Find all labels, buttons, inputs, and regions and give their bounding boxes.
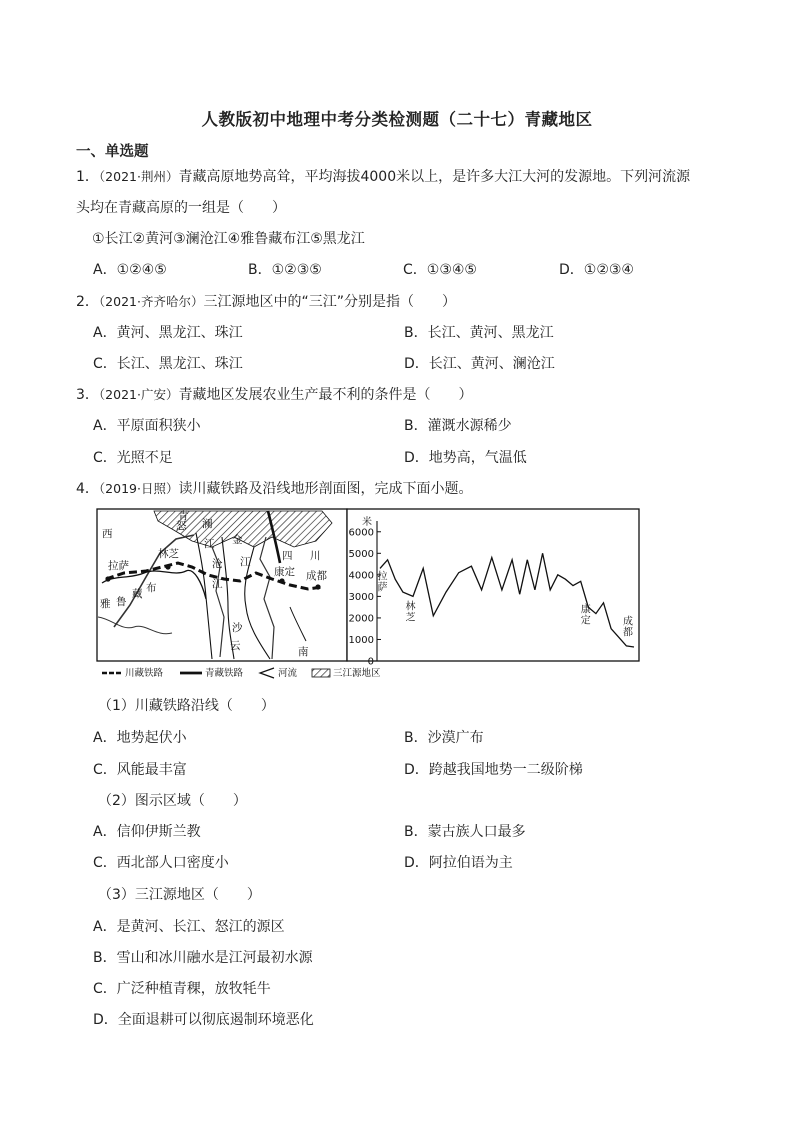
q3-option-b[interactable]: B．灌溉水源稀少 xyxy=(404,418,512,434)
sub1-option-a[interactable]: A．地势起伏小 xyxy=(93,730,187,746)
legend-river-label: 河流 xyxy=(278,668,298,679)
y-tick-label: 1000 xyxy=(348,634,374,646)
q3-source: （2021·广安） xyxy=(98,387,179,402)
map-label-cang: 沧 xyxy=(212,558,223,570)
map-label-jiang1: 江 xyxy=(204,538,215,550)
q3-number: 3． xyxy=(76,387,99,403)
map-label-xi: 西 xyxy=(102,528,113,540)
kangding-marker xyxy=(279,578,284,583)
map-label-chuan: 川 xyxy=(310,550,321,562)
sub1-stem: （1）川藏铁路沿线（ ） xyxy=(98,698,275,714)
sub1-option-b[interactable]: B．沙漠广布 xyxy=(404,730,484,746)
map-label-lu: 鲁 xyxy=(116,596,127,608)
map-label-zang: 藏 xyxy=(132,588,143,600)
map-label-nu: 怒 xyxy=(176,520,187,532)
profile-point-label: 康定 xyxy=(580,604,591,627)
q4-text: 读川藏铁路及沿线地形剖面图，完成下面小题。 xyxy=(178,481,473,497)
q3-option-c[interactable]: C．光照不足 xyxy=(93,450,173,466)
q3-option-d[interactable]: D．地势高，气温低 xyxy=(404,450,527,466)
q4-line xyxy=(76,478,472,498)
sub1-option-d[interactable]: D．跨越我国地势一二级阶梯 xyxy=(404,762,583,778)
profile-ylabel: 米 xyxy=(362,517,372,528)
sub3-option-d[interactable]: D．全面退耕可以彻底遏制环境恶化 xyxy=(93,1012,314,1028)
profile-point-label: 拉萨 xyxy=(377,571,388,594)
q2-line xyxy=(76,291,456,311)
section-heading: 一、单选题 xyxy=(76,144,149,160)
q1-text-line2: 头均在青藏高原的一组是（ ） xyxy=(76,200,286,216)
q1-text-line1: 青藏高原地势高耸，平均海拔4000米以上，是许多大江大河的发源地。下列河流源 xyxy=(178,169,691,185)
map-label-ya: 雅 xyxy=(100,598,111,610)
sub3-stem: （3）三江源地区（ ） xyxy=(98,887,261,903)
q1-option-a[interactable]: A．①②④⑤ xyxy=(93,262,167,278)
profile-frame xyxy=(347,509,639,661)
map-label-chengdu: 成都 xyxy=(306,570,327,582)
map-label-lasa: 拉萨 xyxy=(108,560,129,572)
q4-source: （2019·日照） xyxy=(98,481,179,496)
legend-river-swatch xyxy=(260,668,274,678)
map-label-yun: 云 xyxy=(230,640,241,652)
q3-text: 青藏地区发展农业生产最不利的条件是（ ） xyxy=(178,387,473,403)
linzhi-marker xyxy=(165,564,170,569)
y-tick-label: 3000 xyxy=(348,591,374,603)
map-label-jiang2: 江 xyxy=(212,578,223,590)
sub2-stem: （2）图示区域（ ） xyxy=(98,793,247,809)
q3-option-a[interactable]: A．平原面积狭小 xyxy=(93,418,201,434)
map-label-bu: 布 xyxy=(146,582,157,594)
profile-point-label: 林芝 xyxy=(405,601,416,624)
y-tick-label: 6000 xyxy=(348,527,374,539)
sub2-option-d[interactable]: D．阿拉伯语为主 xyxy=(404,855,513,871)
sub3-option-b[interactable]: B．雪山和冰川融水是江河最初水源 xyxy=(93,950,313,966)
sub3-option-a[interactable]: A．是黄河、长江、怒江的源区 xyxy=(93,919,285,935)
q2-source: （2021·齐齐哈尔） xyxy=(98,294,204,309)
legend-sanjiangyuan-label: 三江源地区 xyxy=(333,668,381,679)
q2-option-c[interactable]: C．长江、黑龙江、珠江 xyxy=(93,356,243,372)
profile-point-label: 成都 xyxy=(623,616,633,639)
y-tick-label: 5000 xyxy=(348,548,374,560)
railway-figure xyxy=(94,507,642,681)
figure-svg xyxy=(94,507,642,681)
q1-line1 xyxy=(76,166,690,186)
q1-stem: ①长江②黄河③澜沧江④雅鲁藏布江⑤黑龙江 xyxy=(92,231,365,247)
legend-chuanzang-label: 川藏铁路 xyxy=(125,668,164,679)
legend-sanjiangyuan-swatch xyxy=(312,669,330,677)
map-label-nan: 南 xyxy=(298,646,309,658)
q1-option-d[interactable]: D．①②③④ xyxy=(559,262,634,278)
map-label-lan: 澜 xyxy=(202,518,213,530)
y-tick-label: 2000 xyxy=(348,613,374,625)
map-label-si: 四 xyxy=(282,550,293,562)
q2-number: 2． xyxy=(76,294,99,310)
sub2-option-b[interactable]: B．蒙古族人口最多 xyxy=(404,824,526,840)
q2-option-d[interactable]: D．长江、黄河、澜沧江 xyxy=(404,356,555,372)
map-label-qing: 青 xyxy=(178,510,189,522)
q1-option-c[interactable]: C．①③④⑤ xyxy=(403,262,477,278)
q1-number: 1． xyxy=(76,169,99,185)
q4-number: 4． xyxy=(76,481,99,497)
figure-legend xyxy=(102,667,381,679)
map-label-sha: 沙 xyxy=(232,622,243,634)
sub2-option-c[interactable]: C．西北部人口密度小 xyxy=(93,855,229,871)
legend-qingzang-label: 青藏铁路 xyxy=(205,668,244,679)
q2-option-b[interactable]: B．长江、黄河、黑龙江 xyxy=(404,325,554,341)
chengdu-marker xyxy=(315,584,320,589)
map-label-kangding: 康定 xyxy=(274,566,295,578)
q2-option-a[interactable]: A．黄河、黑龙江、珠江 xyxy=(93,325,243,341)
map-label-jin: 金 xyxy=(232,534,243,546)
map-label-linzhi: 林芝 xyxy=(158,548,179,560)
y-tick-label: 0 xyxy=(367,656,374,668)
sub3-option-c[interactable]: C．广泛种植青稞，放牧牦牛 xyxy=(93,981,271,997)
sub2-option-a[interactable]: A．信仰伊斯兰教 xyxy=(93,824,201,840)
q1-option-b[interactable]: B．①②③⑤ xyxy=(248,262,322,278)
map-label-jiang3: 江 xyxy=(240,556,251,568)
lasa-marker xyxy=(105,576,110,581)
q2-text: 三江源地区中的“三江”分别是指（ ） xyxy=(203,294,456,310)
sub1-option-c[interactable]: C．风能最丰富 xyxy=(93,762,187,778)
q1-source: （2021·荆州） xyxy=(98,169,179,184)
q3-line xyxy=(76,384,472,404)
page-title: 人教版初中地理中考分类检测题（二十七）青藏地区 xyxy=(201,110,593,129)
y-tick-label: 4000 xyxy=(348,570,374,582)
